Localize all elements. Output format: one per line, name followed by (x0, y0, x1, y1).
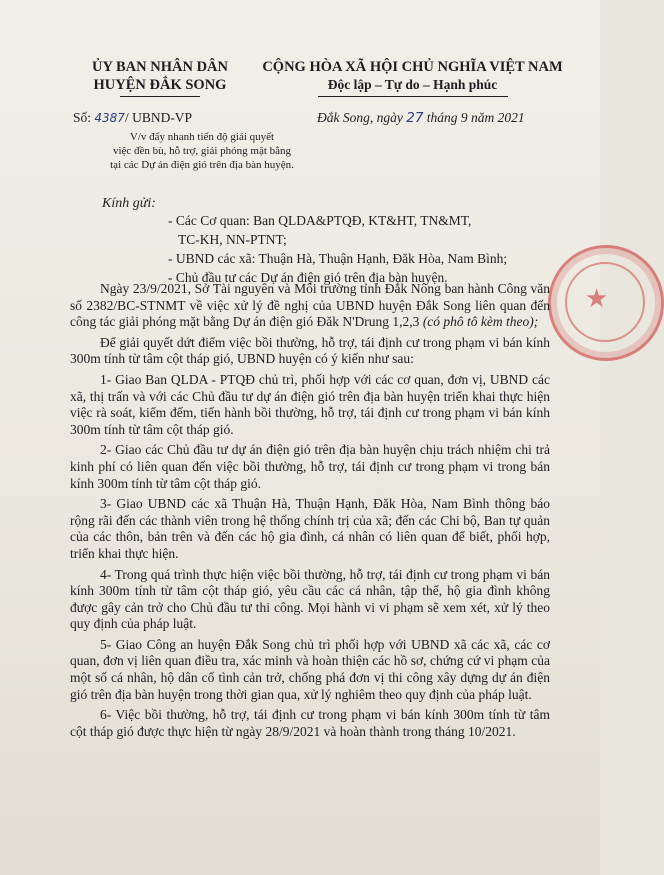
authority-line-1: ỦY BAN NHÂN DÂN (91, 59, 228, 75)
paragraph-item-3: 3- Giao UBND các xã Thuận Hà, Thuận Hạnh, Đăk Hòa, Nam Bình thông báo rộng rãi đến các thành viên trong hệ thống chính trị của xã; đến các Chi bộ, Ban tự quản của các thôn, bản trên và đến các hộ gia đình, cá nhân có liên quan để biết, phối hợp, triển khai thực hiện. (70, 496, 550, 561)
greeting: Kính gửi: (102, 196, 156, 211)
document-number-prefix: Số: (73, 110, 95, 125)
subject-line-2: việc đền bù, hỗ trợ, giải phóng mặt bằng (112, 145, 292, 157)
seal-star-icon: ★ (585, 284, 609, 314)
paragraph-item-4: 4- Trong quá trình thực hiện việc bồi thường, hỗ trợ, tái định cư trong phạm vi bán kính 300m tính từ tâm cột tháp gió, yêu cầu các cá nhân, tập thể, hộ gia đình không được gây cản trở cho Chủ đầu tư thi công. Mọi hành vi vi phạm sẽ xem xét, xử lý theo quy định của pháp luật. (70, 566, 550, 632)
document-body (70, 281, 550, 744)
recipient-1-cont: TC-KH, NN-PTNT; (178, 232, 287, 247)
paragraph-item-1: 1- Giao Ban QLDA - PTQĐ chủ trì, phối hợp với các cơ quan, đơn vị, UBND các xã, thị trấn và với các Chủ đầu tư dự án điện gió trên địa bàn huyện triển khai thực hiện việc rà soát, kiểm đếm, tiến hành bồi thường, hỗ trợ, tái định cư trong phạm vi bán kính 300m tính từ tâm cột tháp gió. (70, 371, 550, 437)
date-rest: tháng 9 năm 2021 (423, 110, 525, 125)
recipient-3: - Chủ đầu tư các Dự án điện gió trên địa bàn huyện. (168, 270, 448, 285)
paragraph-purpose: Để giải quyết dứt điểm việc bồi thường, hỗ trợ, tái định cư trong phạm vi bán kính 300m tính từ tâm cột tháp gió, UBND huyện có ý kiến như sau: (70, 334, 550, 367)
authority-line-2: HUYỆN ĐẮK SONG (93, 77, 227, 93)
subject-line-1: V/v đẩy nhanh tiến độ giải quyết (129, 131, 275, 143)
subject-line-3: tại các Dự án điện gió trên địa bàn huyện. (110, 159, 294, 171)
official-seal (548, 245, 664, 361)
recipient-list (168, 211, 548, 287)
document-number (73, 110, 192, 126)
document-number-suffix: / UBND-VP (124, 110, 193, 125)
date-prefix: Đắk Song, ngày (317, 110, 407, 125)
subject-block (82, 130, 322, 172)
paragraph-item-5: 5- Giao Công an huyện Đắk Song chủ trì phối hợp với UBND xã các xã, các cơ quan, đơn vị liên quan điều tra, xác minh và hoàn thiện các hồ sơ, chứng cứ vi phạm của một số cá nhân, hộ dân cố tình cản trở, chống phá đơn vị thi công xây dựng dự án điện gió trên địa bàn huyện trong thời gian qua, xử lý nghiêm theo quy định của pháp luật. (70, 636, 550, 702)
authority-underline (120, 96, 200, 97)
national-motto (245, 58, 580, 97)
nation-name: CỘNG HÒA XÃ HỘI CHỦ NGHĨA VIỆT NAM (262, 59, 563, 75)
date-day: 27 (406, 110, 424, 126)
issuing-authority (55, 58, 265, 97)
motto: Độc lập – Tự do – Hạnh phúc (327, 77, 498, 92)
document-number-value: 4387 (94, 111, 125, 125)
paragraph-intro-main: Ngày 23/9/2021, Sở Tài nguyên và Môi trường tỉnh Đắk Nông ban hành Công văn số 2382/BC-STNMT về việc xử lý đề nghị của UBND huyện Đắk Song liên quan đến công tác giải phóng mặt bằng Dự án điện gió Đăk N'Drung 1,2,3 (70, 281, 550, 330)
paragraph-item-6: 6- Việc bồi thường, hỗ trợ, tái định cư trong phạm vi bán kính 300m tính từ tâm cột tháp gió được thực hiện từ ngày 28/9/2021 và hoàn thành trong tháng 10/2021. (70, 707, 550, 739)
paragraph-item-2: 2- Giao các Chủ đầu tư dự án điện gió trên địa bàn huyện chịu trách nhiệm chi trả kinh phí có liên quan đến việc bồi thường, hỗ trợ, tái định cư trong phạm vi trong bán kính 300m tính từ tâm cột tháp gió. (70, 442, 550, 491)
issue-date (317, 110, 525, 126)
paragraph-intro (70, 281, 550, 331)
recipient-2: - UBND các xã: Thuận Hà, Thuận Hạnh, Đăk Hòa, Nam Bình; (168, 251, 508, 266)
motto-underline (318, 96, 508, 97)
recipient-1: - Các Cơ quan: Ban QLDA&PTQĐ, KT&HT, TN&MT, (168, 213, 472, 228)
paragraph-intro-note: (có phô tô kèm theo); (422, 314, 539, 330)
